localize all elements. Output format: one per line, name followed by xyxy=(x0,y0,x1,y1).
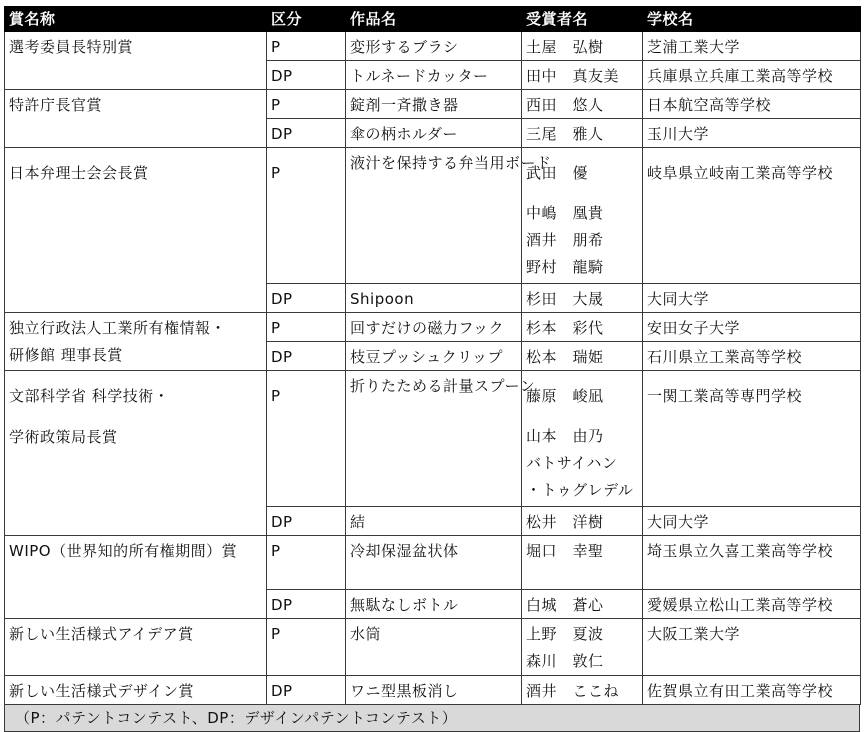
work-cell: 液汁を保持する弁当用ボード xyxy=(346,148,522,284)
work-cell: 回すだけの磁力フック xyxy=(346,313,522,342)
category-cell: DP xyxy=(267,119,346,148)
table-row xyxy=(5,32,861,61)
school-cell: 大阪工業大学 xyxy=(643,619,861,676)
award-name-line: 独立行政法人工業所有権情報・ xyxy=(9,319,227,337)
work-cell: Shipoon xyxy=(346,284,522,313)
header-award: 賞名称 xyxy=(5,7,267,32)
work-cell: 無駄なしボトル xyxy=(346,590,522,619)
school-cell: 佐賀県立有田工業高等学校 xyxy=(643,676,861,705)
category-cell: DP xyxy=(267,507,346,536)
recipient-cell: 田中 真友美 xyxy=(522,61,643,90)
school-cell: 岐阜県立岐南工業高等学校 xyxy=(643,148,861,284)
recipient-cell: 三尾 雅人 xyxy=(522,119,643,148)
recipient-cell: 白城 蒼心 xyxy=(522,590,643,619)
school-cell: 石川県立工業高等学校 xyxy=(643,342,861,371)
award-name: 特許庁長官賞 xyxy=(5,90,267,148)
category-cell: P xyxy=(267,148,346,284)
work-cell: 傘の柄ホルダー xyxy=(346,119,522,148)
category-cell: P xyxy=(267,90,346,119)
school-cell: 玉川大学 xyxy=(643,119,861,148)
recipient-name: バトサイハン xyxy=(526,454,618,472)
category-cell: P xyxy=(267,536,346,590)
header-work: 作品名 xyxy=(346,7,522,32)
table-row xyxy=(5,90,861,119)
award-name-line: 文部科学省 科学技術・ xyxy=(9,387,170,405)
school-cell: 兵庫県立兵庫工業高等学校 xyxy=(643,61,861,90)
recipient-cell xyxy=(522,148,643,284)
work-cell: 折りたためる計量スプーン xyxy=(346,371,522,507)
category-cell: P xyxy=(267,32,346,61)
work-cell: 水筒 xyxy=(346,619,522,676)
table-row xyxy=(5,313,861,342)
recipient-cell: 杉田 大晟 xyxy=(522,284,643,313)
category-cell: DP xyxy=(267,590,346,619)
header-school: 学校名 xyxy=(643,7,861,32)
work-cell: 冷却保湿盆状体 xyxy=(346,536,522,590)
legend-footnote: （P：パテントコンテスト、DP：デザインパテントコンテスト） xyxy=(4,705,860,732)
work-cell: ワニ型黒板消し xyxy=(346,676,522,705)
recipient-cell: 杉本 彩代 xyxy=(522,313,643,342)
work-cell: 錠剤一斉撒き器 xyxy=(346,90,522,119)
table-row xyxy=(5,148,861,284)
recipient-name: 野村 龍騎 xyxy=(526,258,604,276)
school-cell: 安田女子大学 xyxy=(643,313,861,342)
table-row xyxy=(5,676,861,705)
school-cell: 大同大学 xyxy=(643,284,861,313)
award-name-line: 学術政策局長賞 xyxy=(9,428,118,446)
category-cell: P xyxy=(267,619,346,676)
recipient-name: 酒井 朋希 xyxy=(526,231,604,249)
recipient-cell xyxy=(522,371,643,507)
work-cell: 枝豆プッシュクリップ xyxy=(346,342,522,371)
school-cell: 埼玉県立久喜工業高等学校 xyxy=(643,536,861,590)
table-header-row xyxy=(5,7,861,32)
category-cell: DP xyxy=(267,676,346,705)
recipient-cell xyxy=(522,619,643,676)
work-cell: 変形するブラシ xyxy=(346,32,522,61)
award-name xyxy=(5,313,267,371)
recipient-cell: 土屋 弘樹 xyxy=(522,32,643,61)
school-cell: 芝浦工業大学 xyxy=(643,32,861,61)
category-cell: DP xyxy=(267,61,346,90)
award-name-line: 研修館 理事長賞 xyxy=(9,346,123,364)
recipient-name: 山本 由乃 xyxy=(526,427,604,445)
category-cell: DP xyxy=(267,284,346,313)
award-name: 選考委員長特別賞 xyxy=(5,32,267,90)
header-category: 区分 xyxy=(267,7,346,32)
recipient-cell: 松本 瑞姫 xyxy=(522,342,643,371)
recipient-name: 藤原 峻凪 xyxy=(526,387,604,405)
award-name: 新しい生活様式デザイン賞 xyxy=(5,676,267,705)
recipient-cell: 堀口 幸聖 xyxy=(522,536,643,590)
award-name: WIPO（世界知的所有権期間）賞 xyxy=(5,536,267,619)
award-name: 日本弁理士会会長賞 xyxy=(5,148,267,313)
awards-table xyxy=(4,6,861,705)
school-cell: 大同大学 xyxy=(643,507,861,536)
header-recipient: 受賞者名 xyxy=(522,7,643,32)
category-cell: P xyxy=(267,313,346,342)
work-cell: 結 xyxy=(346,507,522,536)
table-row xyxy=(5,371,861,507)
recipient-name: ・トゥグレデル xyxy=(526,481,634,499)
recipient-cell: 松井 洋樹 xyxy=(522,507,643,536)
award-name xyxy=(5,371,267,536)
recipient-name: 武田 優 xyxy=(526,164,589,182)
recipient-name: 上野 夏波 xyxy=(526,625,604,643)
category-cell: DP xyxy=(267,342,346,371)
category-cell: P xyxy=(267,371,346,507)
school-cell: 愛媛県立松山工業高等学校 xyxy=(643,590,861,619)
school-cell: 一関工業高等専門学校 xyxy=(643,371,861,507)
table-row xyxy=(5,619,861,676)
award-name: 新しい生活様式アイデア賞 xyxy=(5,619,267,676)
recipient-cell: 酒井 ここね xyxy=(522,676,643,705)
work-cell: トルネードカッター xyxy=(346,61,522,90)
recipient-cell: 西田 悠人 xyxy=(522,90,643,119)
table-row xyxy=(5,536,861,590)
awards-document xyxy=(4,6,860,732)
school-cell: 日本航空高等学校 xyxy=(643,90,861,119)
recipient-name: 森川 敦仁 xyxy=(526,652,604,670)
recipient-name: 中嶋 凰貴 xyxy=(526,204,604,222)
